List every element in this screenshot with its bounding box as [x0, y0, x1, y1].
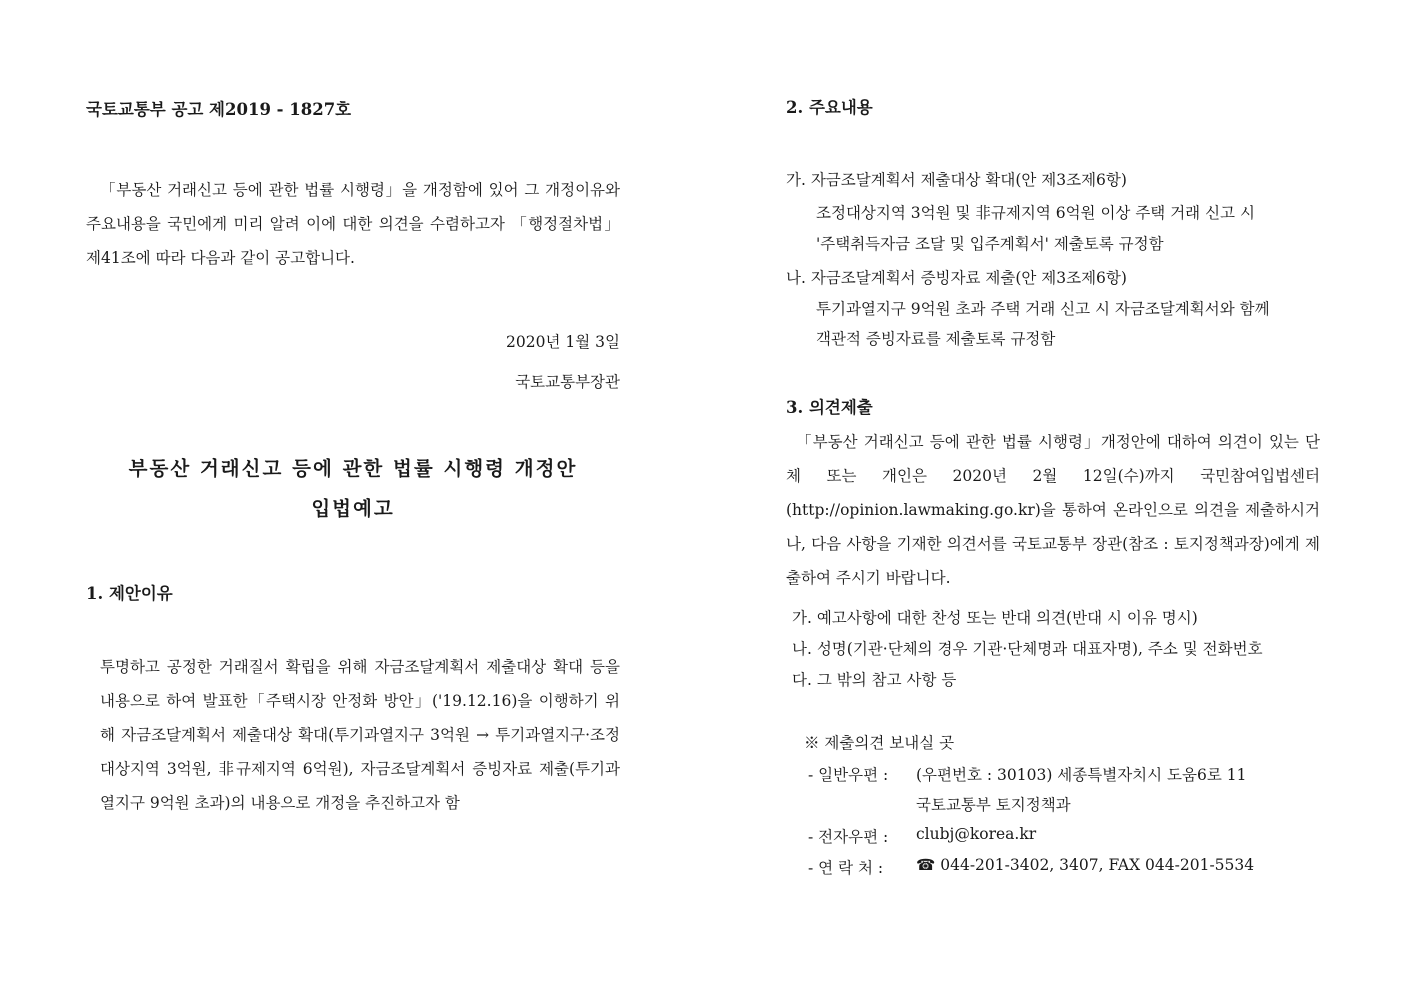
- intro-paragraph: 「부동산 거래신고 등에 관한 법률 시행령」을 개정함에 있어 그 개정이유와 주요내용을 국민에게 미리 알려 이에 대한 의견을 수렴하고자 「행정절차법」 제41조에 따라 다음과 같이 공고합니다.: [86, 181, 620, 267]
- item-na-line1: 투기과열지구 9억원 초과 주택 거래 신고 시 자금조달계획서와 함께: [816, 300, 1270, 318]
- issuer: 국토교통부장관: [515, 373, 620, 391]
- item-na-line2: 객관적 증빙자료를 제출토록 규정함: [816, 330, 1056, 348]
- right-column: [786, 0, 1320, 992]
- section1-heading: 1. 제안이유: [86, 584, 173, 603]
- notice-number: 국토교통부 공고 제2019 - 1827호: [86, 100, 352, 119]
- section2-heading: 2. 주요내용: [786, 98, 873, 117]
- document-subtitle: 입법예고: [311, 497, 395, 520]
- item-ga-line2: '주택취득자금 조달 및 입주계획서' 제출토록 규정함: [816, 235, 1164, 253]
- section3-body: 「부동산 거래신고 등에 관한 법률 시행령」개정안에 대하여 의견이 있는 단체 또는 개인은 2020년 2월 12일(수)까지 국민참여입법센터(http://opinion.lawmaking.go.kr)을 통하여 온라인으로 의견을 제출하시거나, 다음 사항을 기재한 의견서를 국토교통부 장관(참조 : 토지정책과장)에게 제출하여 주시기 바랍니다.: [786, 433, 1320, 587]
- email-label: - 전자우편 :: [808, 828, 889, 846]
- opinion-item-da: 다. 그 밖의 참고 사항 등: [792, 671, 957, 689]
- document-title: 부동산 거래신고 등에 관한 법률 시행령 개정안: [128, 457, 578, 480]
- opinion-item-ga: 가. 예고사항에 대한 찬성 또는 반대 의견(반대 시 이유 명시): [792, 609, 1198, 627]
- submission-title: ※ 제출의견 보내실 곳: [804, 734, 955, 752]
- item-ga-line1: 조정대상지역 3억원 및 非규제지역 6억원 이상 주택 거래 신고 시: [816, 204, 1255, 222]
- section3-heading: 3. 의견제출: [786, 398, 873, 417]
- contact-label: - 연 락 처 :: [808, 859, 884, 877]
- mail-value: (우편번호 : 30103) 세종특별자치시 도움6로 11: [916, 766, 1247, 784]
- email-value: clubj@korea.kr: [916, 825, 1037, 843]
- contact-value: ☎ 044-201-3402, 3407, FAX 044-201-5534: [916, 856, 1255, 874]
- mail-value-dept: 국토교통부 토지정책과: [916, 796, 1071, 814]
- item-ga-title: 가. 자금조달계획서 제출대상 확대(안 제3조제6항): [786, 171, 1127, 189]
- section1-body: 투명하고 공정한 거래질서 확립을 위해 자금조달계획서 제출대상 확대 등을 내용으로 하여 발표한「주택시장 안정화 방안」('19.12.16)을 이행하기 위해 자금조달계획서 제출대상 확대(투기과열지구 3억원 → 투기과열지구·조정대상지역 3억원, 非규제지역 6억원), 자금조달계획서 증빙자료 제출(투기과열지구 9억원 초과)의 내용으로 개정을 추진하고자 함: [100, 658, 620, 812]
- left-column: [86, 0, 620, 992]
- item-na-title: 나. 자금조달계획서 증빙자료 제출(안 제3조제6항): [786, 269, 1127, 287]
- opinion-item-na: 나. 성명(기관·단체의 경우 기관·단체명과 대표자명), 주소 및 전화번호: [792, 640, 1263, 658]
- mail-label: - 일반우편 :: [808, 766, 889, 784]
- notice-date: 2020년 1월 3일: [506, 333, 620, 351]
